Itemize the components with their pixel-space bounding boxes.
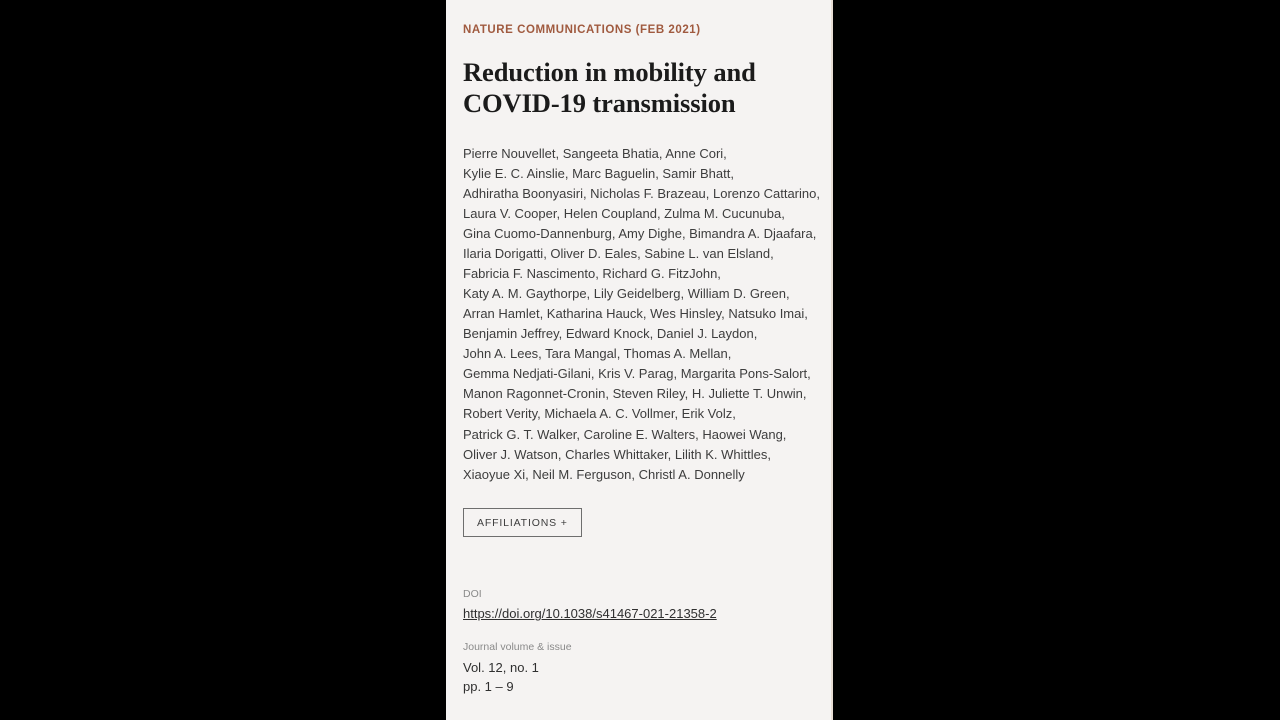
author-line: Patrick G. T. Walker, Caroline E. Walters, Haowei Wang, [463,426,787,442]
author-line: Xiaoyue Xi, Neil M. Ferguson, Christl A. Donnelly [463,466,745,482]
author-line: Ilaria Dorigatti, Oliver D. Eales, Sabine L. van Elsland, [463,246,774,262]
author-line: Oliver J. Watson, Charles Whittaker, Lilith K. Whittles, [463,446,771,462]
doi-group [463,587,814,623]
page-title [463,57,814,120]
journal-volume-issue-value: Vol. 12, no. 1 [463,659,539,675]
journal-kicker: NATURE COMMUNICATIONS (FEB 2021) [463,24,701,36]
author-line: Kylie E. C. Ainslie, Marc Baguelin, Samir Bhatt, [463,165,734,181]
author-line: Arran Hamlet, Katharina Hauck, Wes Hinsley, Natsuko Imai, [463,306,808,322]
journal-volume-issue-group [463,640,814,695]
author-line: Manon Ragonnet-Cronin, Steven Riley, H. Juliette T. Unwin, [463,386,807,402]
author-line: Katy A. M. Gaythorpe, Lily Geidelberg, William D. Green, [463,286,790,302]
title-line-2: COVID-19 transmission [463,88,736,119]
title-line-1: Reduction in mobility and [463,56,756,87]
author-line: Adhiratha Boonyasiri, Nicholas F. Brazeau, Lorenzo Cattarino, [463,185,820,201]
author-line: Pierre Nouvellet, Sangeeta Bhatia, Anne Cori, [463,145,727,161]
author-line: Laura V. Cooper, Helen Coupland, Zulma M. Cucunuba, [463,206,785,221]
author-line: Benjamin Jeffrey, Edward Knock, Daniel J. Laydon, [463,326,758,342]
affiliations-toggle-button[interactable]: AFFILIATIONS + [463,508,582,538]
doi-label: DOI [463,588,482,601]
article-metadata [463,587,814,695]
journal-volume-issue-label: Journal volume & issue [463,641,572,654]
article-record-panel [446,0,833,720]
author-list [463,144,820,485]
letterbox-right [835,0,1280,720]
author-line: Gina Cuomo-Dannenburg, Amy Dighe, Bimandra A. Djaafara, [463,226,817,242]
letterbox-left [0,0,446,720]
author-line: Gemma Nedjati-Gilani, Kris V. Parag, Margarita Pons-Salort, [463,366,811,382]
doi-link[interactable]: https://doi.org/10.1038/s41467-021-21358-2 [463,606,717,622]
journal-pages-value: pp. 1 – 9 [463,678,514,694]
author-line: John A. Lees, Tara Mangal, Thomas A. Mellan, [463,346,732,362]
author-line: Robert Verity, Michaela A. C. Vollmer, Erik Volz, [463,406,736,422]
author-line: Fabricia F. Nascimento, Richard G. FitzJohn, [463,266,721,282]
